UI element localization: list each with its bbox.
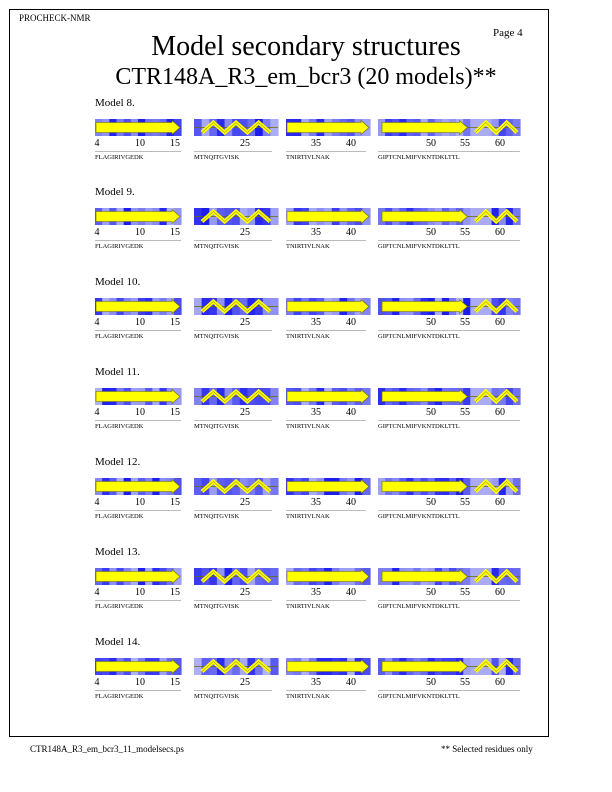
residue-number-tick: 40 [346, 138, 356, 149]
residue-number-tick: 25 [240, 587, 250, 598]
beta-strand-arrow [96, 480, 180, 494]
residue-sequence: GIPTCNLMIFVKNTDKLTTL [378, 243, 460, 250]
beta-strand-arrow [287, 300, 369, 314]
secondary-structure-track [286, 388, 370, 405]
residue-number-tick: 25 [240, 407, 250, 418]
residue-number-tick: 55 [460, 497, 470, 508]
footer-filename: CTR148A_R3_em_bcr3_11_modelsecs.ps [30, 744, 184, 754]
secondary-structure-track [286, 478, 370, 495]
residue-number-tick: 4 [94, 317, 100, 328]
residue-number-tick: 60 [495, 497, 505, 508]
residue-number-tick: 35 [311, 138, 321, 149]
residue-number-tick: 10 [135, 138, 145, 149]
residue-number-tick: 40 [346, 227, 356, 238]
residue-sequence: MTNQITGVISK [194, 513, 240, 520]
secondary-structure-track [378, 568, 520, 585]
model-label: Model 8. [95, 97, 135, 109]
secondary-structure-track [194, 298, 278, 315]
residue-number-tick: 10 [135, 407, 145, 418]
residue-number-tick: 40 [346, 587, 356, 598]
beta-strand-arrow [287, 390, 369, 404]
sequence-rule [378, 151, 520, 152]
secondary-structure-track [378, 658, 520, 675]
residue-number-tick: 15 [170, 227, 180, 238]
residue-number-tick: 35 [311, 227, 321, 238]
residue-sequence: FLAGIRIVGEDK [95, 154, 144, 161]
page-number: Page 4 [493, 27, 523, 39]
residue-number-tick: 50 [426, 138, 436, 149]
residue-sequence: TNIRTIVLNAK [286, 243, 330, 250]
page-subtitle: CTR148A_R3_em_bcr3 (20 models)** [115, 64, 497, 90]
residue-number-tick: 10 [135, 227, 145, 238]
residue-number-tick: 60 [495, 317, 505, 328]
sequence-rule [286, 240, 366, 241]
secondary-structure-track [286, 298, 370, 315]
sequence-rule [95, 690, 181, 691]
sequence-rule [286, 600, 366, 601]
residue-sequence: GIPTCNLMIFVKNTDKLTTL [378, 333, 460, 340]
sequence-rule [378, 330, 520, 331]
model-block [0, 276, 612, 366]
residue-number-tick: 35 [311, 497, 321, 508]
residue-number-tick: 15 [170, 138, 180, 149]
model-label: Model 13. [95, 546, 141, 558]
secondary-structure-track [194, 478, 278, 495]
sequence-rule [194, 600, 272, 601]
beta-strand-arrow [382, 121, 467, 135]
residue-sequence: FLAGIRIVGEDK [95, 603, 144, 610]
sequence-rule [194, 330, 272, 331]
sequence-rule [194, 420, 272, 421]
beta-strand-arrow [96, 390, 180, 404]
residue-number-tick: 15 [170, 497, 180, 508]
model-block [0, 546, 612, 636]
secondary-structure-track [378, 298, 520, 315]
residue-number-tick: 15 [170, 407, 180, 418]
secondary-structure-track [95, 388, 181, 405]
model-block [0, 456, 612, 546]
sequence-rule [95, 510, 181, 511]
residue-number-tick: 15 [170, 317, 180, 328]
residue-sequence: FLAGIRIVGEDK [95, 693, 144, 700]
sequence-rule [378, 420, 520, 421]
residue-sequence: TNIRTIVLNAK [286, 333, 330, 340]
residue-sequence: MTNQITGVISK [194, 154, 240, 161]
residue-number-tick: 55 [460, 227, 470, 238]
residue-number-tick: 50 [426, 407, 436, 418]
secondary-structure-track [286, 208, 370, 225]
app-name: PROCHECK-NMR [19, 13, 91, 23]
residue-number-tick: 35 [311, 317, 321, 328]
sequence-rule [286, 420, 366, 421]
residue-number-tick: 60 [495, 227, 505, 238]
beta-strand-arrow [287, 210, 369, 224]
beta-strand-arrow [96, 660, 180, 674]
secondary-structure-track [286, 119, 370, 136]
page-title: Model secondary structures [151, 31, 461, 62]
residue-number-tick: 4 [94, 677, 100, 688]
residue-number-tick: 55 [460, 677, 470, 688]
residue-number-tick: 10 [135, 677, 145, 688]
sequence-rule [286, 151, 366, 152]
model-block [0, 97, 612, 187]
secondary-structure-track [95, 298, 181, 315]
sequence-rule [194, 151, 272, 152]
beta-strand-arrow [287, 570, 369, 584]
residue-sequence: GIPTCNLMIFVKNTDKLTTL [378, 423, 460, 430]
secondary-structure-track [194, 119, 278, 136]
secondary-structure-track [378, 388, 520, 405]
residue-sequence: MTNQITGVISK [194, 243, 240, 250]
residue-sequence: MTNQITGVISK [194, 423, 240, 430]
residue-number-tick: 50 [426, 677, 436, 688]
residue-number-tick: 55 [460, 407, 470, 418]
residue-number-tick: 50 [426, 317, 436, 328]
residue-sequence: GIPTCNLMIFVKNTDKLTTL [378, 154, 460, 161]
residue-number-tick: 4 [94, 227, 100, 238]
model-label: Model 11. [95, 366, 140, 378]
sequence-rule [95, 330, 181, 331]
residue-sequence: TNIRTIVLNAK [286, 154, 330, 161]
residue-sequence: MTNQITGVISK [194, 333, 240, 340]
beta-strand-arrow [96, 570, 180, 584]
sequence-rule [286, 330, 366, 331]
beta-strand-arrow [287, 660, 369, 674]
residue-number-tick: 25 [240, 497, 250, 508]
residue-number-tick: 15 [170, 587, 180, 598]
secondary-structure-track [286, 568, 370, 585]
sequence-rule [95, 151, 181, 152]
residue-number-tick: 40 [346, 677, 356, 688]
residue-number-tick: 15 [170, 677, 180, 688]
residue-sequence: TNIRTIVLNAK [286, 603, 330, 610]
beta-strand-arrow [96, 121, 180, 135]
residue-sequence: TNIRTIVLNAK [286, 513, 330, 520]
residue-number-tick: 40 [346, 317, 356, 328]
secondary-structure-track [378, 208, 520, 225]
residue-sequence: GIPTCNLMIFVKNTDKLTTL [378, 693, 460, 700]
sequence-rule [378, 690, 520, 691]
sequence-rule [95, 240, 181, 241]
residue-number-tick: 35 [311, 407, 321, 418]
secondary-structure-track [194, 388, 278, 405]
secondary-structure-track [95, 208, 181, 225]
residue-number-tick: 40 [346, 407, 356, 418]
residue-number-tick: 25 [240, 317, 250, 328]
residue-sequence: GIPTCNLMIFVKNTDKLTTL [378, 603, 460, 610]
model-block [0, 186, 612, 276]
residue-number-tick: 60 [495, 677, 505, 688]
residue-sequence: TNIRTIVLNAK [286, 423, 330, 430]
sequence-rule [378, 510, 520, 511]
residue-number-tick: 60 [495, 407, 505, 418]
secondary-structure-track [95, 478, 181, 495]
model-label: Model 14. [95, 636, 141, 648]
residue-number-tick: 10 [135, 317, 145, 328]
beta-strand-arrow [287, 480, 369, 494]
residue-number-tick: 10 [135, 497, 145, 508]
residue-number-tick: 35 [311, 677, 321, 688]
beta-strand-arrow [382, 480, 467, 494]
secondary-structure-track [378, 478, 520, 495]
sequence-rule [194, 510, 272, 511]
beta-strand-arrow [96, 300, 180, 314]
secondary-structure-track [95, 119, 181, 136]
residue-number-tick: 4 [94, 587, 100, 598]
residue-number-tick: 25 [240, 138, 250, 149]
residue-sequence: FLAGIRIVGEDK [95, 333, 144, 340]
model-label: Model 9. [95, 186, 135, 198]
residue-number-tick: 50 [426, 227, 436, 238]
beta-strand-arrow [382, 660, 467, 674]
model-label: Model 12. [95, 456, 141, 468]
secondary-structure-track [194, 658, 278, 675]
sequence-rule [378, 600, 520, 601]
residue-sequence: FLAGIRIVGEDK [95, 243, 144, 250]
residue-number-tick: 55 [460, 317, 470, 328]
model-label: Model 10. [95, 276, 141, 288]
secondary-structure-track [194, 568, 278, 585]
residue-number-tick: 55 [460, 587, 470, 598]
residue-sequence: MTNQITGVISK [194, 603, 240, 610]
residue-number-tick: 25 [240, 227, 250, 238]
residue-number-tick: 25 [240, 677, 250, 688]
residue-number-tick: 4 [94, 407, 100, 418]
sequence-rule [378, 240, 520, 241]
sequence-rule [95, 420, 181, 421]
residue-number-tick: 4 [94, 138, 100, 149]
beta-strand-arrow [382, 300, 467, 314]
residue-number-tick: 55 [460, 138, 470, 149]
residue-sequence: FLAGIRIVGEDK [95, 513, 144, 520]
residue-sequence: FLAGIRIVGEDK [95, 423, 144, 430]
footer-note: ** Selected residues only [441, 744, 533, 754]
beta-strand-arrow [382, 570, 467, 584]
sequence-rule [286, 510, 366, 511]
secondary-structure-track [95, 658, 181, 675]
residue-number-tick: 60 [495, 587, 505, 598]
residue-number-tick: 40 [346, 497, 356, 508]
sequence-rule [95, 600, 181, 601]
beta-strand-arrow [382, 390, 467, 404]
residue-sequence: GIPTCNLMIFVKNTDKLTTL [378, 513, 460, 520]
secondary-structure-track [194, 208, 278, 225]
sequence-rule [286, 690, 366, 691]
residue-number-tick: 35 [311, 587, 321, 598]
beta-strand-arrow [382, 210, 467, 224]
residue-number-tick: 50 [426, 497, 436, 508]
sequence-rule [194, 690, 272, 691]
residue-number-tick: 10 [135, 587, 145, 598]
residue-sequence: MTNQITGVISK [194, 693, 240, 700]
beta-strand-arrow [287, 121, 369, 135]
residue-sequence: TNIRTIVLNAK [286, 693, 330, 700]
model-block [0, 636, 612, 726]
residue-number-tick: 4 [94, 497, 100, 508]
residue-number-tick: 50 [426, 587, 436, 598]
secondary-structure-track [95, 568, 181, 585]
secondary-structure-track [378, 119, 520, 136]
model-block [0, 366, 612, 456]
sequence-rule [194, 240, 272, 241]
residue-number-tick: 60 [495, 138, 505, 149]
beta-strand-arrow [96, 210, 180, 224]
secondary-structure-track [286, 658, 370, 675]
